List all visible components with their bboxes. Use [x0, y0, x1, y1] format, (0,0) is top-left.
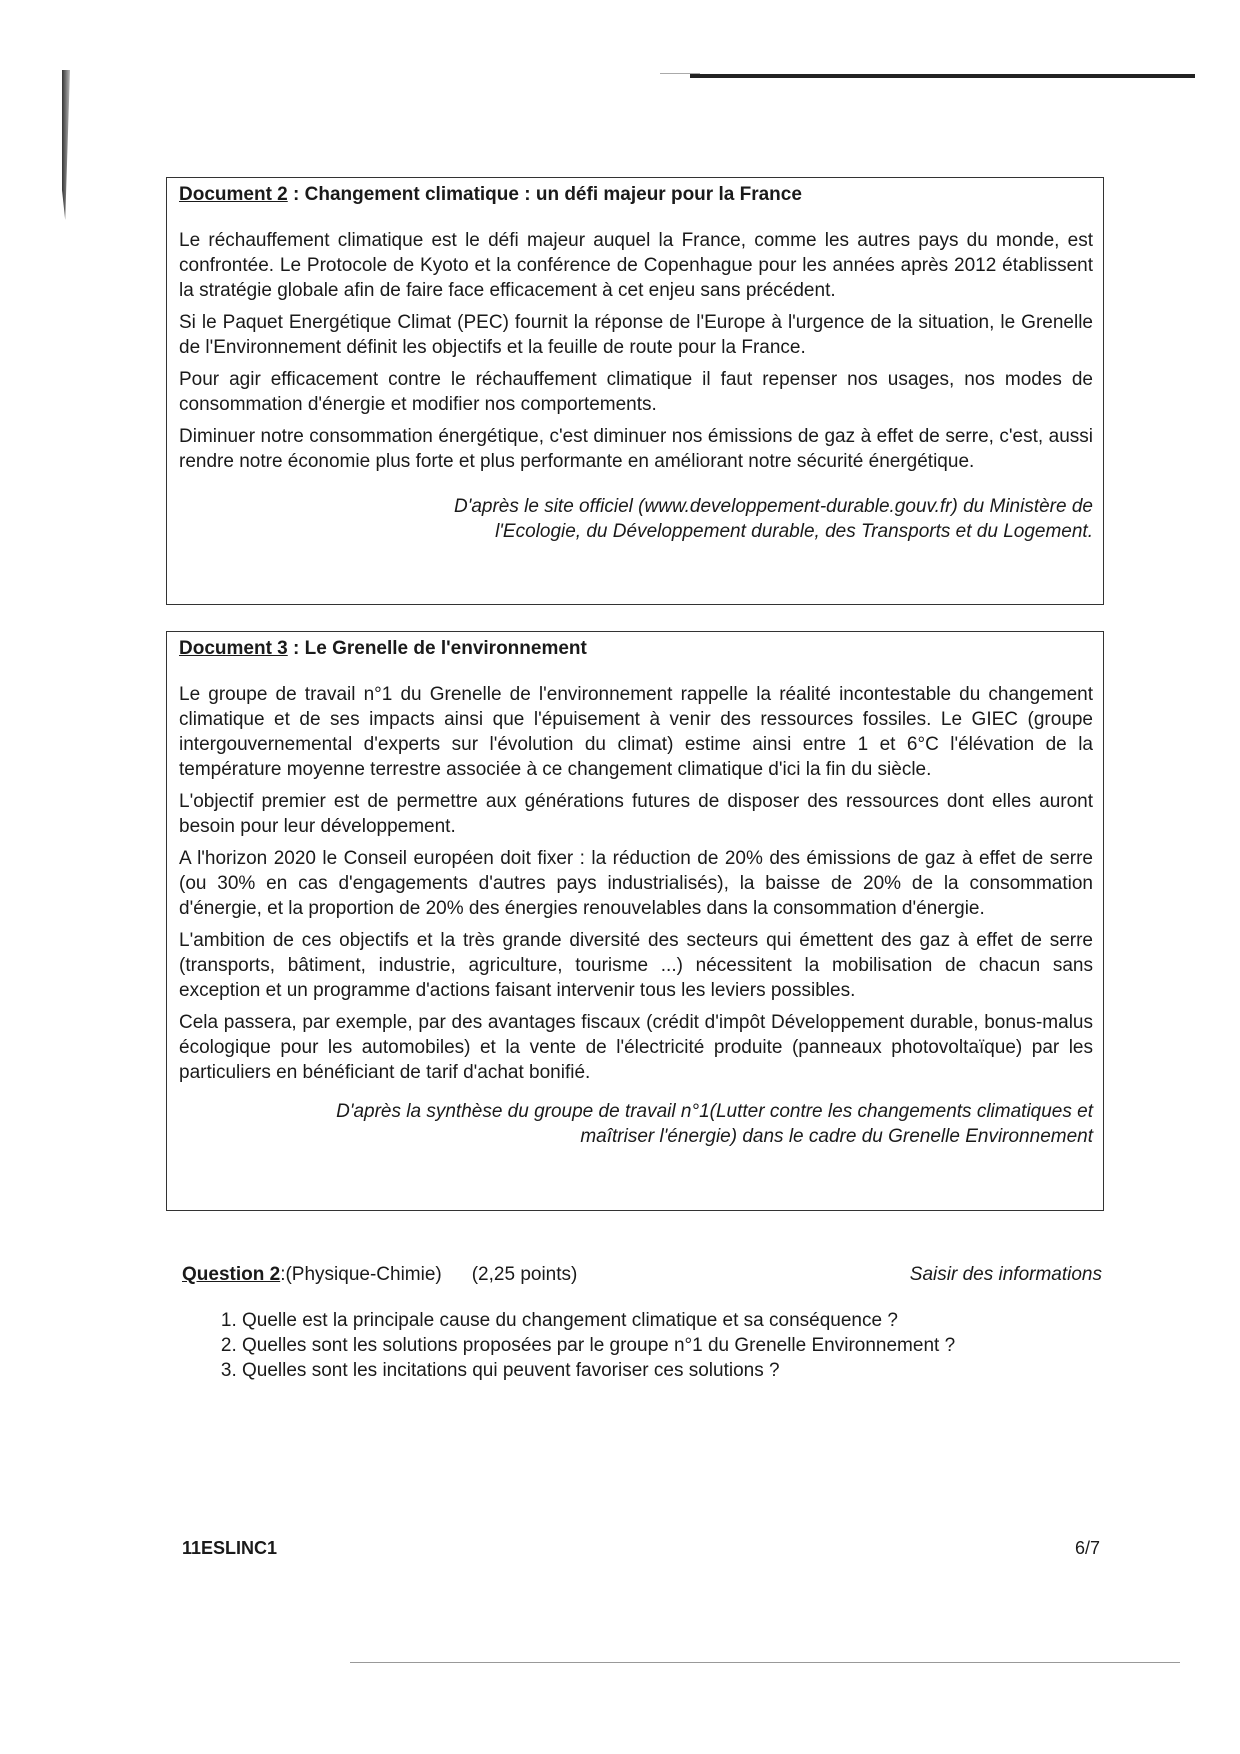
question-item: 2. Quelles sont les solutions proposées par le groupe n°1 du Grenelle Environnement ?	[242, 1333, 1102, 1358]
paragraph: L'objectif premier est de permettre aux générations futures de disposer des ressources dont elles auront besoin pour leur développement.	[179, 791, 1093, 837]
question-subject: :(Physique-Chimie)	[280, 1264, 442, 1285]
document-2-label: Document 2	[179, 184, 288, 205]
document-3-title: : Le Grenelle de l'environnement	[287, 638, 587, 659]
document-2-title: : Changement climatique : un défi majeur pour la France	[287, 184, 802, 205]
paragraph: Pour agir efficacement contre le réchauffement climatique il faut repenser nos usages, nos modes de consommation d'énergie et modifier nos comportements.	[179, 369, 1093, 415]
question-item: 1. Quelle est la principale cause du changement climatique et sa conséquence ?	[242, 1308, 1102, 1333]
document-3-source	[179, 1099, 1093, 1149]
document-2-source	[179, 494, 1093, 544]
question-skill: Saisir des informations	[909, 1264, 1102, 1285]
exam-code: 11ESLINC1	[182, 1538, 278, 1558]
question-label: Question 2	[182, 1264, 281, 1285]
scan-top-border	[690, 74, 1195, 78]
paragraph: Le réchauffement climatique est le défi majeur auquel la France, comme les autres pays du monde, est confrontée. Le Protocole de Kyoto et la conférence de Copenhague pour les années après 2012 établissent la stratégie globale afin de faire face efficacement à cet enjeu sans précédent.	[179, 230, 1093, 301]
paragraph: Cela passera, par exemple, par des avantages fiscaux (crédit d'impôt Développement durable, bonus-malus écologique pour les automobiles) et la vente de l'électricité produite (panneaux photovoltaïque) par les particuliers en bénéficiant de tarif d'achat bonifié.	[179, 1012, 1093, 1083]
source-line: maîtriser l'énergie) dans le cadre du Grenelle Environnement	[580, 1126, 1093, 1147]
document-3-box	[166, 631, 1104, 1211]
page-footer	[182, 1538, 1100, 1559]
document-3-heading	[179, 638, 1093, 660]
question-list	[182, 1308, 1102, 1383]
document-2-box	[166, 177, 1104, 605]
paragraph: Le groupe de travail n°1 du Grenelle de l'environnement rappelle la réalité incontestable du changement climatique et de ses impacts ainsi que l'épuisement à venir des ressources fossiles. Le GIEC (groupe intergouvernemental d'experts sur l'évolution du climat) estime ainsi entre 1 et 6°C l'élévation de la température moyenne terrestre associée à ce changement climatique d'ici la fin du siècle.	[179, 684, 1093, 780]
paragraph: Si le Paquet Energétique Climat (PEC) fournit la réponse de l'Europe à l'urgence de la situation, le Grenelle de l'Environnement définit les objectifs et la feuille de route pour la France.	[179, 312, 1093, 358]
source-line: D'après le site officiel (www.developpement-durable.gouv.fr) du Ministère de	[453, 496, 1093, 517]
question-header	[182, 1264, 1102, 1286]
scan-edge-shadow	[62, 70, 70, 220]
paragraph: Diminuer notre consommation énergétique, c'est diminuer nos émissions de gaz à effet de serre, c'est, aussi rendre notre économie plus forte et plus performante en améliorant notre sécurité énergétique.	[179, 426, 1093, 472]
question-points: (2,25 points)	[471, 1264, 578, 1285]
document-3-label: Document 3	[179, 638, 288, 659]
question-item: 3. Quelles sont les incitations qui peuvent favoriser ces solutions ?	[242, 1358, 1102, 1383]
page-number: 6/7	[1074, 1538, 1100, 1558]
scan-bottom-line	[350, 1662, 1180, 1663]
question-2-section	[182, 1264, 1102, 1383]
paragraph: L'ambition de ces objectifs et la très grande diversité des secteurs qui émettent des gaz à effet de serre (transports, bâtiment, industrie, agriculture, tourisme ...) nécessitent la mobilisation de chacun sans exception et un programme d'actions faisant intervenir tous les leviers possibles.	[179, 930, 1093, 1001]
source-line: D'après la synthèse du groupe de travail n°1(Lutter contre les changements climatiques et	[336, 1101, 1093, 1122]
paragraph: A l'horizon 2020 le Conseil européen doit fixer : la réduction de 20% des émissions de gaz à effet de serre (ou 30% en cas d'engagements d'autres pays industrialisés), la baisse de 20% de la consommation d'énergie, et la proportion de 20% des énergies renouvelables dans la consommation d'énergie.	[179, 848, 1093, 919]
document-2-heading	[179, 184, 1093, 206]
source-line: l'Ecologie, du Développement durable, des Transports et du Logement.	[495, 521, 1093, 542]
